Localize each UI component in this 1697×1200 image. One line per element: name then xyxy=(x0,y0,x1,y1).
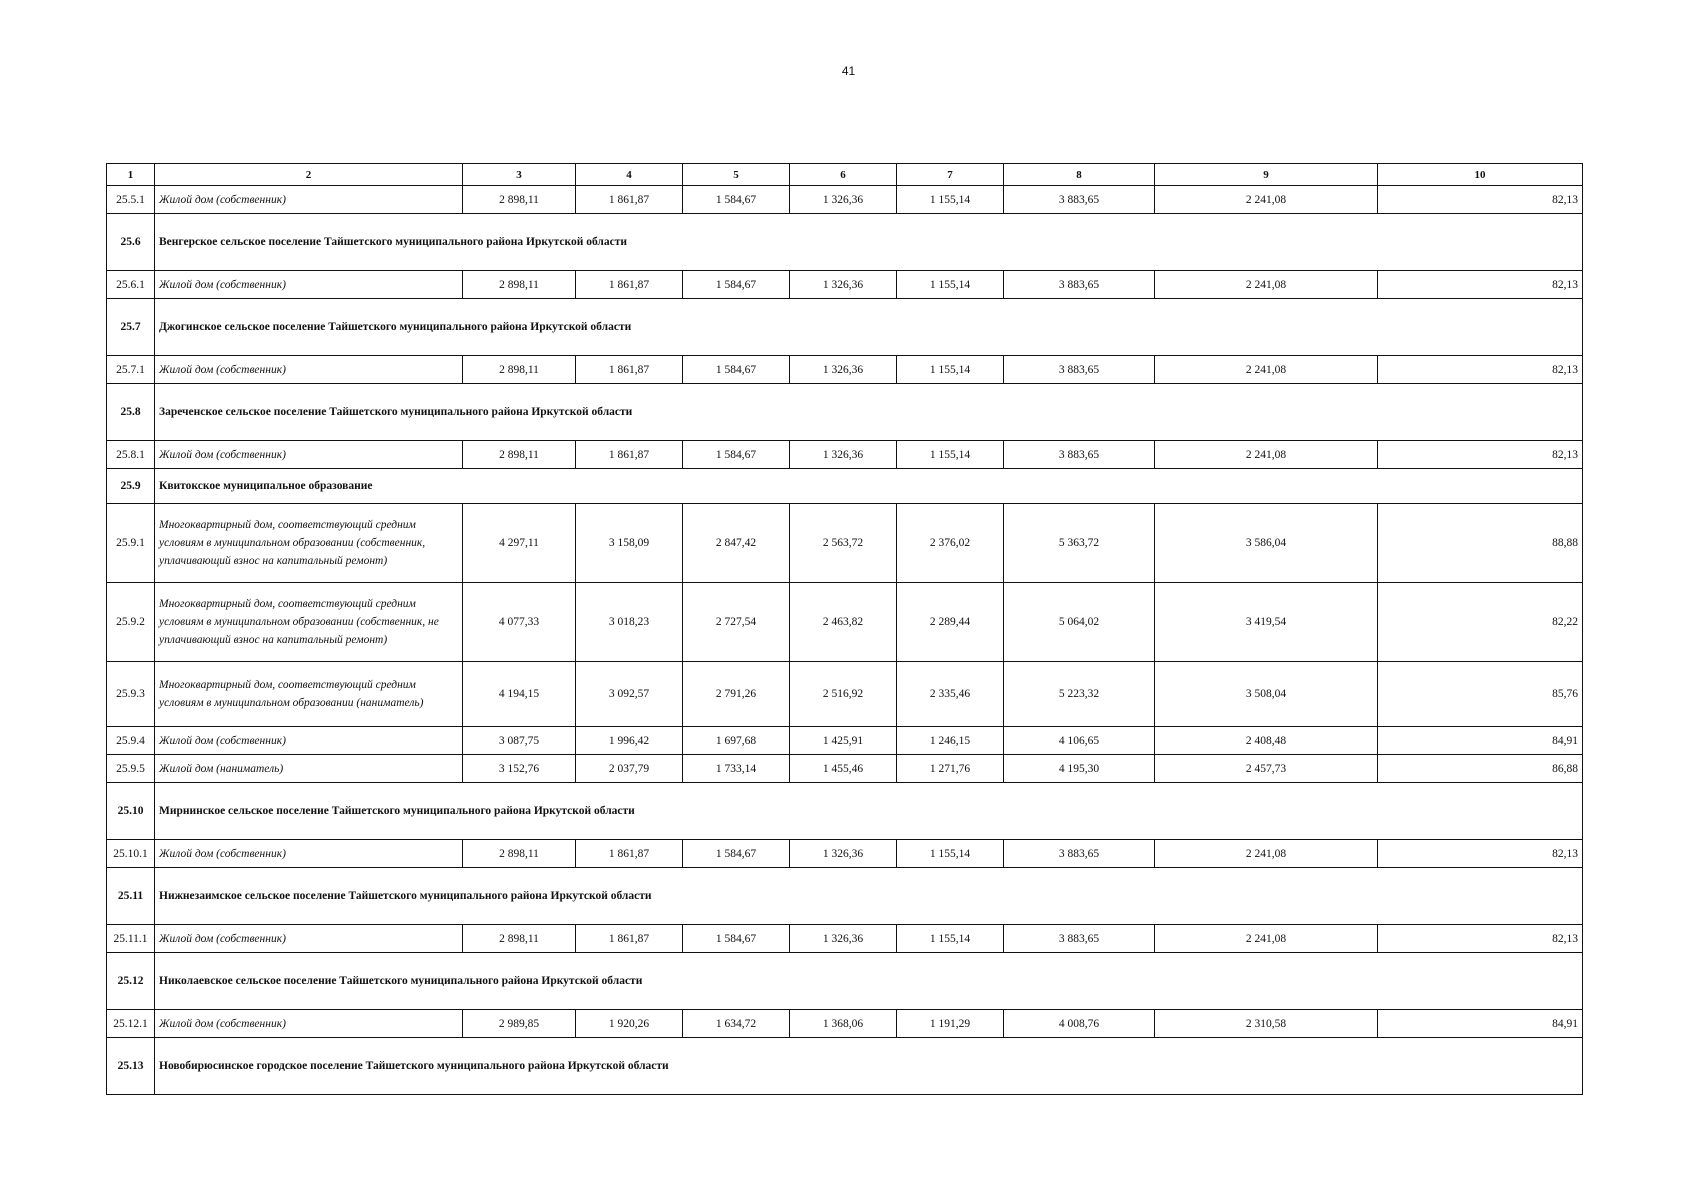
value-cell: 2 898,11 xyxy=(463,271,576,299)
column-header: 2 xyxy=(155,164,463,186)
row-code: 25.9 xyxy=(107,469,155,504)
row-code: 25.6.1 xyxy=(107,271,155,299)
value-cell: 82,13 xyxy=(1378,840,1583,868)
value-cell: 2 847,42 xyxy=(683,504,790,583)
row-code: 25.10.1 xyxy=(107,840,155,868)
value-cell: 1 191,29 xyxy=(897,1010,1004,1038)
value-cell: 4 297,11 xyxy=(463,504,576,583)
value-cell: 1 861,87 xyxy=(576,441,683,469)
value-cell: 4 195,30 xyxy=(1004,755,1155,783)
value-cell: 1 326,36 xyxy=(790,840,897,868)
value-cell: 1 326,36 xyxy=(790,186,897,214)
value-cell: 2 241,08 xyxy=(1155,441,1378,469)
value-cell: 1 246,15 xyxy=(897,727,1004,755)
value-cell: 3 883,65 xyxy=(1004,441,1155,469)
row-name: Жилой дом (собственник) xyxy=(155,271,463,299)
section-title: Джогинское сельское поселение Тайшетского муниципального района Иркутской области xyxy=(155,299,1583,356)
value-cell: 2 241,08 xyxy=(1155,186,1378,214)
value-cell: 2 898,11 xyxy=(463,441,576,469)
value-cell: 1 326,36 xyxy=(790,271,897,299)
value-cell: 2 727,54 xyxy=(683,583,790,662)
value-cell: 2 241,08 xyxy=(1155,840,1378,868)
value-cell: 1 996,42 xyxy=(576,727,683,755)
value-cell: 2 516,92 xyxy=(790,662,897,727)
value-cell: 1 155,14 xyxy=(897,925,1004,953)
value-cell: 3 158,09 xyxy=(576,504,683,583)
value-cell: 1 425,91 xyxy=(790,727,897,755)
value-cell: 1 584,67 xyxy=(683,925,790,953)
value-cell: 3 092,57 xyxy=(576,662,683,727)
value-cell: 3 018,23 xyxy=(576,583,683,662)
row-code: 25.8 xyxy=(107,384,155,441)
row-code: 25.10 xyxy=(107,783,155,840)
section-row xyxy=(107,469,1583,504)
section-row xyxy=(107,868,1583,925)
value-cell: 3 883,65 xyxy=(1004,925,1155,953)
row-code: 25.7 xyxy=(107,299,155,356)
value-cell: 2 791,26 xyxy=(683,662,790,727)
value-cell: 2 457,73 xyxy=(1155,755,1378,783)
value-cell: 82,13 xyxy=(1378,186,1583,214)
value-cell: 2 989,85 xyxy=(463,1010,576,1038)
table-row xyxy=(107,583,1583,662)
value-cell: 3 087,75 xyxy=(463,727,576,755)
value-cell: 1 584,67 xyxy=(683,840,790,868)
value-cell: 1 584,67 xyxy=(683,271,790,299)
table-row xyxy=(107,186,1583,214)
value-cell: 2 898,11 xyxy=(463,840,576,868)
value-cell: 2 241,08 xyxy=(1155,356,1378,384)
table-row xyxy=(107,840,1583,868)
table-row xyxy=(107,727,1583,755)
section-row xyxy=(107,1038,1583,1095)
value-cell: 82,13 xyxy=(1378,356,1583,384)
value-cell: 1 861,87 xyxy=(576,840,683,868)
value-cell: 1 326,36 xyxy=(790,441,897,469)
table-row xyxy=(107,271,1583,299)
value-cell: 2 376,02 xyxy=(897,504,1004,583)
value-cell: 1 584,67 xyxy=(683,356,790,384)
value-cell: 1 861,87 xyxy=(576,186,683,214)
value-cell: 3 152,76 xyxy=(463,755,576,783)
row-name: Жилой дом (собственник) xyxy=(155,1010,463,1038)
value-cell: 1 920,26 xyxy=(576,1010,683,1038)
value-cell: 84,91 xyxy=(1378,727,1583,755)
value-cell: 1 584,67 xyxy=(683,186,790,214)
row-name: Жилой дом (собственник) xyxy=(155,356,463,384)
page-number: 41 xyxy=(841,64,856,78)
value-cell: 88,88 xyxy=(1378,504,1583,583)
section-title: Зареченское сельское поселение Тайшетского муниципального района Иркутской области xyxy=(155,384,1583,441)
value-cell: 1 455,46 xyxy=(790,755,897,783)
row-name: Жилой дом (собственник) xyxy=(155,925,463,953)
value-cell: 1 155,14 xyxy=(897,271,1004,299)
tariff-table xyxy=(106,163,1583,1095)
value-cell: 2 898,11 xyxy=(463,356,576,384)
value-cell: 1 155,14 xyxy=(897,186,1004,214)
value-cell: 2 898,11 xyxy=(463,186,576,214)
row-name: Жилой дом (собственник) xyxy=(155,727,463,755)
table-row xyxy=(107,1010,1583,1038)
value-cell: 1 155,14 xyxy=(897,840,1004,868)
table-row xyxy=(107,925,1583,953)
value-cell: 82,13 xyxy=(1378,925,1583,953)
row-name: Многоквартирный дом, соответствующий средним условиям в муниципальном образовании (собственник, не уплачивающий взнос на капитальный ремонт) xyxy=(155,583,463,662)
value-cell: 3 508,04 xyxy=(1155,662,1378,727)
value-cell: 1 155,14 xyxy=(897,441,1004,469)
row-code: 25.9.1 xyxy=(107,504,155,583)
value-cell: 1 733,14 xyxy=(683,755,790,783)
value-cell: 86,88 xyxy=(1378,755,1583,783)
value-cell: 84,91 xyxy=(1378,1010,1583,1038)
section-title: Николаевское сельское поселение Тайшетского муниципального района Иркутской области xyxy=(155,953,1583,1010)
column-header: 6 xyxy=(790,164,897,186)
row-code: 25.9.5 xyxy=(107,755,155,783)
section-row xyxy=(107,384,1583,441)
value-cell: 3 419,54 xyxy=(1155,583,1378,662)
value-cell: 3 883,65 xyxy=(1004,271,1155,299)
row-code: 25.12 xyxy=(107,953,155,1010)
value-cell: 82,13 xyxy=(1378,441,1583,469)
value-cell: 3 883,65 xyxy=(1004,356,1155,384)
value-cell: 4 077,33 xyxy=(463,583,576,662)
value-cell: 2 563,72 xyxy=(790,504,897,583)
value-cell: 1 634,72 xyxy=(683,1010,790,1038)
value-cell: 2 335,46 xyxy=(897,662,1004,727)
column-header: 9 xyxy=(1155,164,1378,186)
value-cell: 2 241,08 xyxy=(1155,271,1378,299)
section-title: Квитокское муниципальное образование xyxy=(155,469,1583,504)
section-title: Нижнезаимское сельское поселение Тайшетского муниципального района Иркутской области xyxy=(155,868,1583,925)
section-title: Новобирюсинское городское поселение Тайшетского муниципального района Иркутской области xyxy=(155,1038,1583,1095)
section-row xyxy=(107,214,1583,271)
column-header: 3 xyxy=(463,164,576,186)
section-title: Венгерское сельское поселение Тайшетского муниципального района Иркутской области xyxy=(155,214,1583,271)
table-body xyxy=(107,186,1583,1095)
row-code: 25.7.1 xyxy=(107,356,155,384)
section-row xyxy=(107,299,1583,356)
row-code: 25.12.1 xyxy=(107,1010,155,1038)
row-name: Жилой дом (собственник) xyxy=(155,840,463,868)
section-row xyxy=(107,783,1583,840)
row-code: 25.13 xyxy=(107,1038,155,1095)
value-cell: 3 586,04 xyxy=(1155,504,1378,583)
value-cell: 1 861,87 xyxy=(576,271,683,299)
value-cell: 2 289,44 xyxy=(897,583,1004,662)
value-cell: 1 861,87 xyxy=(576,356,683,384)
value-cell: 4 008,76 xyxy=(1004,1010,1155,1038)
value-cell: 2 408,48 xyxy=(1155,727,1378,755)
value-cell: 4 106,65 xyxy=(1004,727,1155,755)
row-name: Многоквартирный дом, соответствующий средним условиям в муниципальном образовании (собственник, уплачивающий взнос на капитальный ремонт) xyxy=(155,504,463,583)
row-code: 25.9.2 xyxy=(107,583,155,662)
value-cell: 1 697,68 xyxy=(683,727,790,755)
table-row xyxy=(107,441,1583,469)
value-cell: 1 155,14 xyxy=(897,356,1004,384)
table-row xyxy=(107,504,1583,583)
value-cell: 1 326,36 xyxy=(790,356,897,384)
value-cell: 2 310,58 xyxy=(1155,1010,1378,1038)
column-header: 5 xyxy=(683,164,790,186)
value-cell: 1 584,67 xyxy=(683,441,790,469)
row-name: Жилой дом (собственник) xyxy=(155,441,463,469)
value-cell: 1 861,87 xyxy=(576,925,683,953)
column-header: 1 xyxy=(107,164,155,186)
row-code: 25.6 xyxy=(107,214,155,271)
value-cell: 3 883,65 xyxy=(1004,840,1155,868)
value-cell: 82,13 xyxy=(1378,271,1583,299)
column-header: 7 xyxy=(897,164,1004,186)
row-name: Жилой дом (наниматель) xyxy=(155,755,463,783)
section-title: Мирнинское сельское поселение Тайшетского муниципального района Иркутской области xyxy=(155,783,1583,840)
value-cell: 2 463,82 xyxy=(790,583,897,662)
header-row xyxy=(107,164,1583,186)
value-cell: 1 271,76 xyxy=(897,755,1004,783)
value-cell: 2 241,08 xyxy=(1155,925,1378,953)
value-cell: 2 037,79 xyxy=(576,755,683,783)
table-row xyxy=(107,755,1583,783)
value-cell: 5 223,32 xyxy=(1004,662,1155,727)
row-code: 25.11.1 xyxy=(107,925,155,953)
value-cell: 4 194,15 xyxy=(463,662,576,727)
row-code: 25.11 xyxy=(107,868,155,925)
column-header: 10 xyxy=(1378,164,1583,186)
column-header: 8 xyxy=(1004,164,1155,186)
table-row xyxy=(107,662,1583,727)
section-row xyxy=(107,953,1583,1010)
row-name: Многоквартирный дом, соответствующий средним условиям в муниципальном образовании (наниматель) xyxy=(155,662,463,727)
row-code: 25.9.4 xyxy=(107,727,155,755)
row-code: 25.8.1 xyxy=(107,441,155,469)
row-name: Жилой дом (собственник) xyxy=(155,186,463,214)
value-cell: 2 898,11 xyxy=(463,925,576,953)
table-row xyxy=(107,356,1583,384)
value-cell: 3 883,65 xyxy=(1004,186,1155,214)
value-cell: 1 326,36 xyxy=(790,925,897,953)
value-cell: 82,22 xyxy=(1378,583,1583,662)
value-cell: 1 368,06 xyxy=(790,1010,897,1038)
column-header: 4 xyxy=(576,164,683,186)
value-cell: 5 363,72 xyxy=(1004,504,1155,583)
value-cell: 85,76 xyxy=(1378,662,1583,727)
row-code: 25.9.3 xyxy=(107,662,155,727)
value-cell: 5 064,02 xyxy=(1004,583,1155,662)
row-code: 25.5.1 xyxy=(107,186,155,214)
